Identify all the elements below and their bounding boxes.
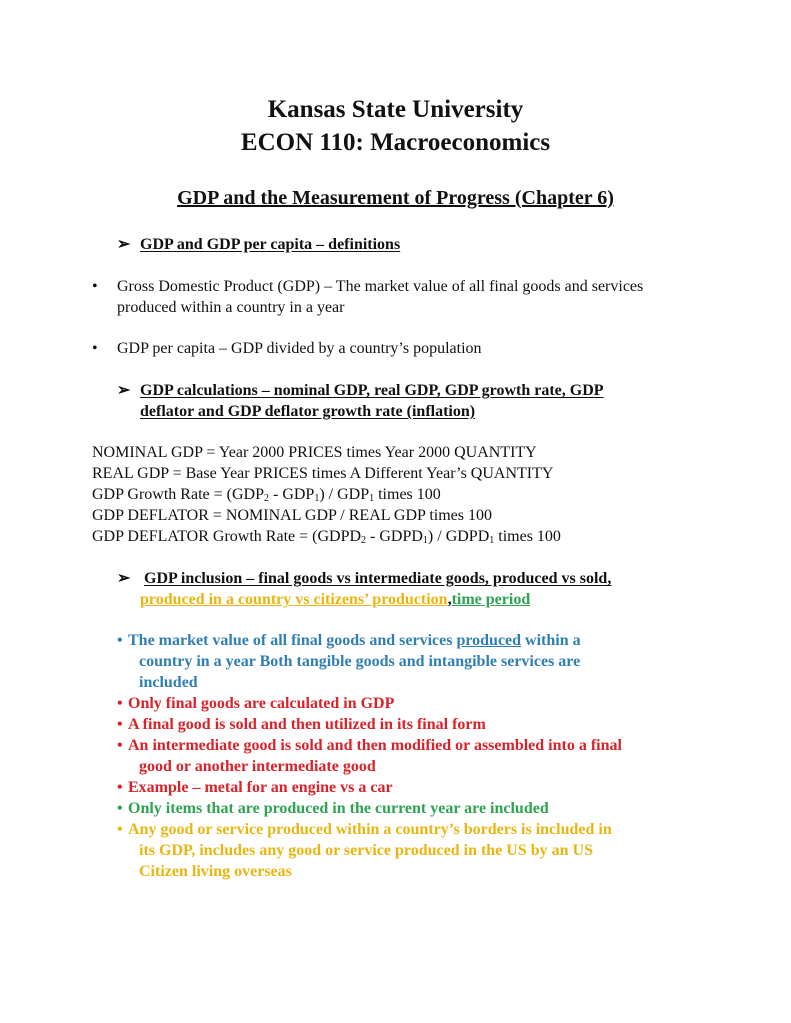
heading-text: GDP and GDP per capita – definitions xyxy=(140,236,401,253)
formula-gdp-deflator: GDP DEFLATOR = NOMINAL GDP / REAL GDP times 100 xyxy=(92,507,492,524)
heading-text-line1: GDP calculations – nominal GDP, real GDP, GDP growth rate, GDP xyxy=(140,382,604,399)
heading-text-line2: deflator and GDP deflator growth rate (inflation) xyxy=(140,403,476,420)
arrow-bullet-icon: ➢ xyxy=(117,382,131,399)
bullet-icon: • xyxy=(92,340,98,357)
formula-gdp-growth-rate: GDP Growth Rate = $(GDP_2 - GDP_1) / GDP_1$ times 100 xyxy=(92,486,441,504)
heading-text-line2: produced in a country vs citizens’ production,time period xyxy=(140,591,531,608)
bullet-icon: • xyxy=(117,737,123,754)
bullet-icon: • xyxy=(117,632,123,649)
bullet-icon: • xyxy=(117,695,123,712)
formula-deflator-growth-rate: GDP DEFLATOR Growth Rate = ($GDPD_2$ - $GDPD_1$) / $GDPD_1$ times 100 xyxy=(92,528,561,546)
bullet-icon: • xyxy=(117,779,123,796)
definition-gdp-per-capita: GDP per capita – GDP divided by a country’s population xyxy=(117,340,482,357)
arrow-bullet-icon: ➢ xyxy=(117,570,131,587)
bullet-icon: • xyxy=(117,821,123,838)
heading-part-production-location: produced in a country vs citizens’ production xyxy=(140,591,448,608)
bullet-icon: • xyxy=(92,278,98,295)
heading-part-time-period: time period xyxy=(451,591,531,608)
bullet-icon: • xyxy=(117,716,123,733)
heading-text-line1: GDP inclusion – final goods vs intermediate goods, produced vs sold, xyxy=(144,570,612,587)
arrow-bullet-icon: ➢ xyxy=(117,236,131,253)
chapter-title: GDP and the Measurement of Progress (Chapter 6) xyxy=(177,187,614,209)
bullet-icon: • xyxy=(117,800,123,817)
definition-gdp: Gross Domestic Product (GDP) – The market value of all final goods and services produced within a country in a year xyxy=(117,278,644,316)
university-title: Kansas State University xyxy=(267,96,524,123)
course-title: ECON 110: Macroeconomics xyxy=(240,129,551,156)
document-page: Kansas State University ECON 110: Macroeconomics GDP and the Measurement of Progress (Chapter 6) ➢ GDP and GDP per capita – definitions • Gross Domestic Product (GDP) – The market value of all final goods and services produced within a country in a year • GDP per capita – GDP divided by a country’s population ➢ GDP calculations – nominal GDP, real GDP, GDP growth rate, GDP deflator and GDP deflator growth rate (inflation) NOMINAL GDP = Year 2000 PRICES times Year 2000 QUANTITY REAL GDP = Base Year PRICES times A Different Year’s QUANTITY GDP Growth Rate = $(GDP_2 - GDP_1) / GDP_1$ times 100 GDP DEFLATOR = NOMINAL GDP / REAL GDP times 100 GDP DEFLATOR Growth Rate = ($GDPD_2$ - $GDPD_1$) / $GDPD_1$ times 100 ➢ GDP inclusion – final goods vs intermediate goods, produced vs sold, produced in a country vs citizens’ production,time period • The market value of all final goods and services produced within a country in a year Both tangible goods and intangible services are included • Only final goods are calculated in GDP • A final good is sold and then utilized in its final form • An intermediate good is sold and then modified or assembled into a final good or another intermediate good • Example – metal for an engine vs a car • Only items that are produced in the current year are included • Any good or service produced within a country’s borders is included in its GDP, includes any good or service produced in the US by an US Citizen living overseas xyxy=(0,0,791,1023)
formula-real-gdp: REAL GDP = Base Year PRICES times A Different Year’s QUANTITY xyxy=(92,465,554,482)
formula-nominal-gdp: NOMINAL GDP = Year 2000 PRICES times Year 2000 QUANTITY xyxy=(92,444,537,461)
